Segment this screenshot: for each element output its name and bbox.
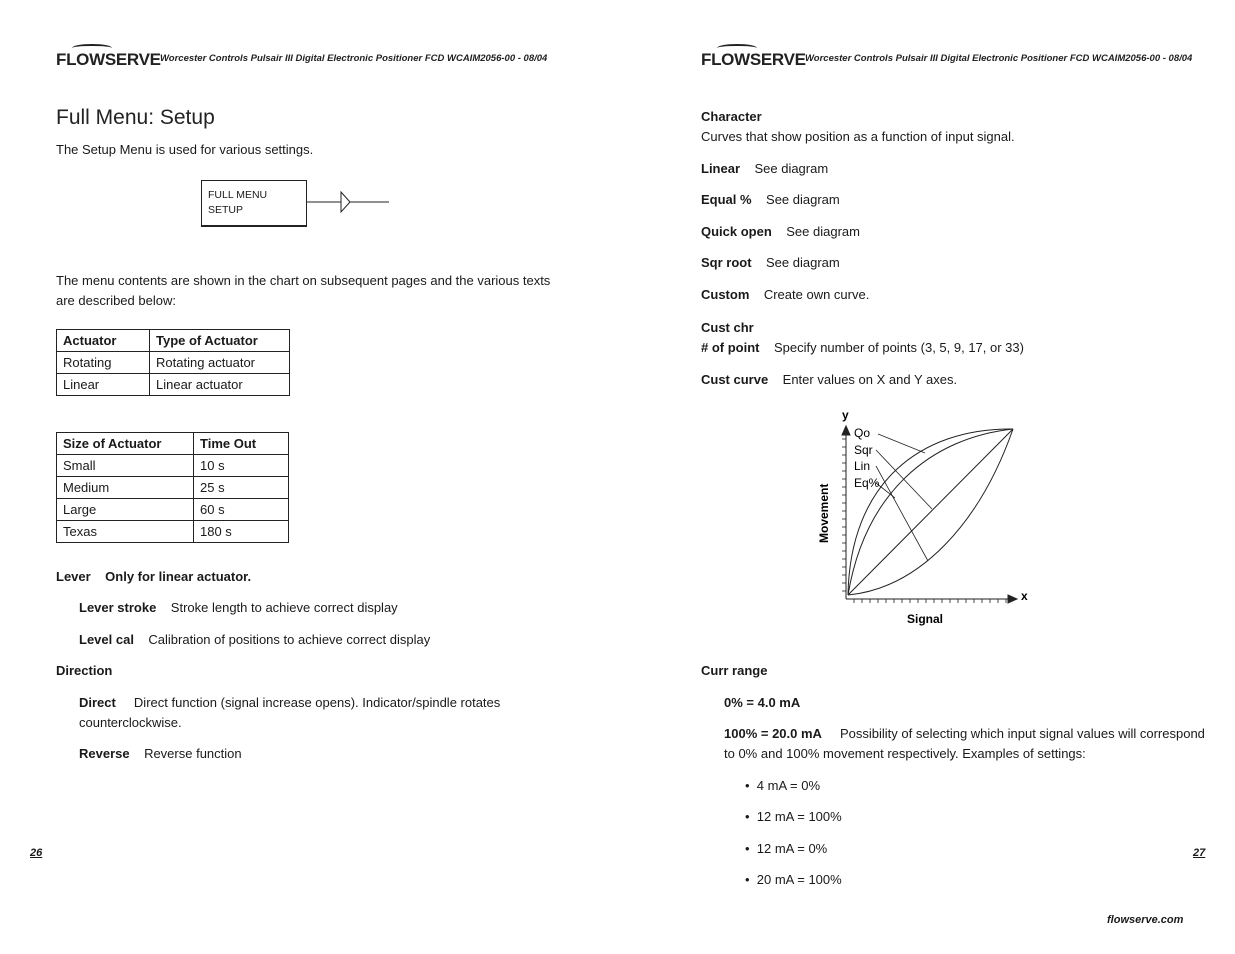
lever-stroke-desc: Stroke length to achieve correct display [170, 600, 398, 615]
y-axis-letter: y [842, 408, 849, 422]
curr-range-label: Curr range [701, 663, 768, 678]
list-item: • 12 mA = 0% [745, 841, 828, 856]
table-header-cell: Time Out [194, 433, 289, 455]
quick-open-desc: See diagram [786, 224, 860, 239]
document-title: Worcester Controls Pulsair III Digital Electronic Positioner FCD WCAIM2056-00 - 08/04 [805, 53, 1193, 64]
table-header-row [57, 433, 289, 455]
level-cal-label: Level cal [79, 632, 134, 647]
intro-text: The Setup Menu is used for various settings. [56, 142, 314, 157]
custom-desc: Create own curve. [763, 287, 870, 302]
equal-item [701, 190, 840, 210]
curve-label-eq: Eq% [854, 476, 880, 490]
example-setting: 12 mA = 100% [756, 809, 842, 824]
table-cell: 10 s [194, 455, 289, 477]
cust-curve-item [701, 370, 957, 390]
equal-desc: See diagram [766, 192, 840, 207]
points-desc: Specify number of points (3, 5, 9, 17, or 33) [773, 340, 1024, 355]
list-item: • 12 mA = 100% [745, 809, 842, 824]
hundred-percent-desc-2: to 0% and 100% movement respectively. Examples of settings: [724, 746, 1086, 761]
points-item [701, 338, 1024, 358]
cust-curve-desc: Enter values on X and Y axes. [782, 372, 958, 387]
flowserve-logo [701, 50, 806, 70]
footer-url[interactable]: flowserve.com [1107, 914, 1184, 926]
character-label: Character [701, 109, 762, 124]
level-cal-desc: Calibration of positions to achieve correct display [148, 632, 431, 647]
sqr-root-desc: See diagram [766, 255, 840, 270]
lever-item [56, 567, 251, 587]
lever-stroke-label: Lever stroke [79, 600, 157, 615]
page-title: Full Menu: Setup [56, 106, 215, 129]
table-row [57, 477, 289, 499]
diagram-curves [848, 429, 1013, 595]
list-item: • 20 mA = 100% [745, 872, 842, 887]
example-setting: 12 mA = 0% [756, 841, 828, 856]
table-row [57, 352, 290, 374]
linear-label: Linear [701, 161, 741, 176]
example-setting: 20 mA = 100% [756, 872, 842, 887]
menu-arrow-icon [307, 190, 391, 216]
curve-label-lin: Lin [854, 459, 871, 473]
table-header-cell: Size of Actuator [57, 433, 194, 455]
table-header-cell: Type of Actuator [150, 330, 290, 352]
x-axis-letter: x [1021, 589, 1028, 603]
quick-open-item [701, 222, 860, 242]
custom-item [701, 285, 869, 305]
table-cell: 25 s [194, 477, 289, 499]
menu-box [201, 180, 307, 227]
direct-desc-1: Direct function (signal increase opens). Indicator/spindle rotates [133, 695, 501, 710]
actuator-size-table [56, 432, 289, 543]
curve-linear [848, 429, 1013, 595]
table-header-cell: Actuator [57, 330, 150, 352]
table-row [57, 374, 290, 396]
sqr-root-item [701, 253, 840, 273]
table-cell: Linear actuator [150, 374, 290, 396]
equal-label: Equal % [701, 192, 752, 207]
character-desc: Curves that show position as a function of input signal. [701, 129, 1015, 144]
logo-text: FLOWSERVE [701, 50, 806, 69]
linear-desc: See diagram [754, 161, 829, 176]
document-title: Worcester Controls Pulsair III Digital Electronic Positioner FCD WCAIM2056-00 - 08/04 [160, 53, 548, 64]
hundred-percent-desc-1: Possibility of selecting which input signal values will correspond [840, 726, 1205, 741]
hundred-percent-item [724, 724, 1205, 744]
flowserve-logo [56, 50, 161, 70]
cust-curve-label: Cust curve [701, 372, 769, 387]
reverse-item [79, 744, 242, 764]
direct-label: Direct [79, 695, 116, 710]
hundred-percent-label: 100% = 20.0 mA [724, 726, 822, 741]
table-cell: Small [57, 455, 194, 477]
curve-label-qo: Qo [854, 426, 871, 440]
actuator-table [56, 329, 290, 396]
points-label: # of point [701, 340, 760, 355]
menu-box-line-1: FULL MENU [208, 189, 268, 201]
table-cell: Linear [57, 374, 150, 396]
table-cell: 60 s [194, 499, 289, 521]
characteristic-diagram [810, 403, 1040, 633]
custom-label: Custom [701, 287, 750, 302]
zero-percent-label: 0% = 4.0 mA [724, 695, 801, 710]
cust-chr-label: Cust chr [701, 320, 754, 335]
curve-label-sqr: Sqr [854, 443, 873, 457]
quick-open-label: Quick open [701, 224, 772, 239]
y-axis-title: Movement [817, 483, 831, 543]
reverse-label: Reverse [79, 746, 130, 761]
lever-stroke-item [79, 598, 398, 618]
lever-desc: Only for linear actuator. [105, 569, 252, 584]
table-cell: Medium [57, 477, 194, 499]
x-axis-title: Signal [907, 612, 944, 626]
page-number-right: 27 [1193, 847, 1206, 859]
table-cell: Rotating [57, 352, 150, 374]
direct-desc-2: counterclockwise. [79, 715, 182, 730]
diagram-leaders [876, 434, 932, 561]
linear-item [701, 159, 828, 179]
page-number-left: 26 [30, 847, 43, 859]
menu-contents-text-1: The menu contents are shown in the chart on subsequent pages and the various texts [56, 273, 551, 288]
table-cell: Large [57, 499, 194, 521]
menu-box-line-2: SETUP [208, 204, 244, 216]
direction-label: Direction [56, 663, 113, 678]
example-setting: 4 mA = 0% [756, 778, 821, 793]
direct-item [79, 693, 500, 713]
sqr-root-label: Sqr root [701, 255, 752, 270]
logo-text: FLOWSERVE [56, 50, 161, 69]
table-cell: 180 s [194, 521, 289, 543]
table-row [57, 521, 289, 543]
list-item: • 4 mA = 0% [745, 778, 821, 793]
reverse-desc: Reverse function [144, 746, 242, 761]
table-header-row [57, 330, 290, 352]
table-cell: Texas [57, 521, 194, 543]
table-row [57, 499, 289, 521]
level-cal-item [79, 630, 430, 650]
lever-label: Lever [56, 569, 91, 584]
table-row [57, 455, 289, 477]
table-cell: Rotating actuator [150, 352, 290, 374]
menu-contents-text-2: are described below: [56, 293, 176, 308]
